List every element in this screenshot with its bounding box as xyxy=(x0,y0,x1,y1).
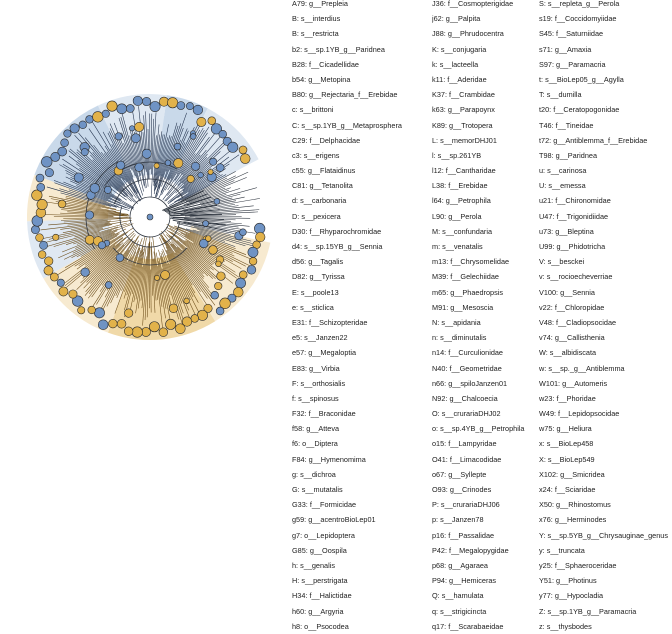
legend-entry: M: s__confundaria xyxy=(432,224,538,239)
node xyxy=(98,242,105,249)
legend-entry: M91: g__Mesoscia xyxy=(432,300,538,315)
node xyxy=(239,271,247,279)
legend-entry: p: s__Janzen78 xyxy=(432,512,538,527)
node xyxy=(174,143,181,150)
legend-entry: e57: g__Megaloptia xyxy=(292,345,430,360)
legend-entry: b2: s__sp.1YB_g__Paridnea xyxy=(292,42,430,57)
legend-entry: c3: s__erigens xyxy=(292,148,430,163)
node xyxy=(117,161,125,169)
legend-entry: H34: f__Halictidae xyxy=(292,588,430,603)
legend-entry: W49: f__Lepidopsocidae xyxy=(539,406,672,421)
node xyxy=(86,116,94,124)
legend-entry: L38: f__Erebidae xyxy=(432,178,538,193)
legend-entry: g7: o__Lepidoptera xyxy=(292,528,430,543)
legend-entry: A79: g__Prepleia xyxy=(292,0,430,11)
node xyxy=(36,234,44,242)
legend-entry: m: s__venatalis xyxy=(432,239,538,254)
node xyxy=(198,172,204,178)
node xyxy=(85,211,93,219)
legend-entry: k11: f__Aderidae xyxy=(432,72,538,87)
legend-entry: m65: g__Phaedropsis xyxy=(432,285,538,300)
legend-entry: h8: o__Psocodea xyxy=(292,619,430,634)
node xyxy=(98,320,108,330)
legend-entry: x: s__BioLep458 xyxy=(539,436,672,451)
legend-entry: Y51: g__Photinus xyxy=(539,573,672,588)
root-node xyxy=(147,214,153,220)
node xyxy=(64,130,72,138)
node xyxy=(174,158,183,167)
legend-entry: w75: g__Heliura xyxy=(539,421,672,436)
legend-entry: k: s__lacteella xyxy=(432,57,538,72)
legend-entry: y77: g__Hypocladia xyxy=(539,588,672,603)
legend-entry: y25: f__Sphaeroceridae xyxy=(539,558,672,573)
node xyxy=(133,96,142,105)
legend-entry: m13: f__Chrysomelidae xyxy=(432,254,538,269)
legend-entry: n: s__diminutalis xyxy=(432,330,538,345)
node xyxy=(124,309,132,317)
legend-entry: V48: f__Cladiopsocidae xyxy=(539,315,672,330)
node xyxy=(124,327,133,336)
node xyxy=(129,126,134,131)
node xyxy=(88,306,96,314)
node xyxy=(216,307,224,315)
legend-entry: o: s__sp.4YB_g__Petrophila xyxy=(432,421,538,436)
legend-entry: H: s__perstrigata xyxy=(292,573,430,588)
legend-entry: e: s__sticlica xyxy=(292,300,430,315)
legend-entry: B: s__interdius xyxy=(292,11,430,26)
node xyxy=(58,147,67,156)
legend-entry: q: s__strigicincta xyxy=(432,604,538,619)
node xyxy=(69,290,77,298)
node xyxy=(131,134,140,143)
node xyxy=(208,117,216,125)
legend-entry: w: s__sp._g__Antiblemma xyxy=(539,361,672,376)
legend-entry: d4: s__sp.15YB_g__Sennia xyxy=(292,239,430,254)
node xyxy=(59,287,68,296)
legend-entry: E83: g__Virbia xyxy=(292,361,430,376)
node xyxy=(184,298,190,304)
legend-entry: G: s__mutatalis xyxy=(292,482,430,497)
node xyxy=(109,319,118,328)
legend-entry: s19: f__Coccidomyiidae xyxy=(539,11,672,26)
legend-entry: U: s__emessa xyxy=(539,178,672,193)
node xyxy=(116,254,124,262)
node xyxy=(126,104,134,112)
legend-entry: P: s__crurariaDHJ06 xyxy=(432,497,538,512)
legend-entry: d: s__carbonaria xyxy=(292,193,430,208)
node xyxy=(44,266,53,275)
legend-entry: l64: g__Petrophila xyxy=(432,193,538,208)
legend-entry: V100: g__Sennia xyxy=(539,285,672,300)
legend-entry: E: s__poole13 xyxy=(292,285,430,300)
legend-entry: n66: g__spiloJanzen01 xyxy=(432,376,538,391)
legend-entry: X102: g__Smicridea xyxy=(539,467,672,482)
node xyxy=(167,98,177,108)
node xyxy=(135,122,144,131)
legend-entry: B28: f__Cicadellidae xyxy=(292,57,430,72)
legend-entry: f6: o__Diptera xyxy=(292,436,430,451)
legend-entry: o67: g__Syllepte xyxy=(432,467,538,482)
legend-entry: O41: f__Limacodidae xyxy=(432,452,538,467)
node xyxy=(175,324,185,334)
node xyxy=(187,175,194,182)
legend-entry: N: s__apidania xyxy=(432,315,538,330)
node xyxy=(39,241,47,249)
legend-entry: w23: f__Phoridae xyxy=(539,391,672,406)
node xyxy=(90,183,100,193)
legend-column-3 xyxy=(539,0,672,634)
legend-entry: F84: g__Hymenomima xyxy=(292,452,430,467)
legend-entry: X: s__BioLep549 xyxy=(539,452,672,467)
node xyxy=(169,304,178,313)
legend-entry: v74: g__Callisthenia xyxy=(539,330,672,345)
node xyxy=(216,164,224,172)
legend-entry: L: s__memorDHJ01 xyxy=(432,133,538,148)
legend-entry: q17: f__Scarabaeidae xyxy=(432,619,538,634)
node xyxy=(117,319,126,328)
cladogram xyxy=(0,0,290,480)
node xyxy=(41,157,52,168)
node xyxy=(37,183,45,191)
node xyxy=(61,139,69,147)
legend-entry: D82: g__Tyrissa xyxy=(292,269,430,284)
node xyxy=(78,307,85,314)
legend-entry: C: s__sp.1YB_g__Metaprosphera xyxy=(292,118,430,133)
node xyxy=(132,327,143,338)
legend-entry: S97: g__Paramacria xyxy=(539,57,672,72)
legend-entry: t72: g__Antiblemma_f__Erebidae xyxy=(539,133,672,148)
legend-entry: c: s__brittoni xyxy=(292,102,430,117)
legend-entry: x24: f__Sciaridae xyxy=(539,482,672,497)
node xyxy=(58,200,66,208)
node xyxy=(203,221,209,227)
legend-entry: n14: f__Curculionidae xyxy=(432,345,538,360)
node xyxy=(102,110,109,117)
node xyxy=(94,308,104,318)
legend-entry: F32: f__Braconidae xyxy=(292,406,430,421)
node xyxy=(142,149,151,158)
legend-entry: B80: g__Rejectaria_f__Erebidae xyxy=(292,87,430,102)
node xyxy=(104,186,111,193)
legend-entry: x76: g__Herminodes xyxy=(539,512,672,527)
node xyxy=(31,226,39,234)
node xyxy=(154,275,159,280)
node xyxy=(154,163,159,168)
node xyxy=(211,291,219,299)
node xyxy=(219,130,227,138)
node xyxy=(214,282,222,290)
legend-entry: K89: g__Trotopera xyxy=(432,118,538,133)
node xyxy=(38,251,46,259)
node xyxy=(159,97,168,106)
legend-entry: l12: f__Cantharidae xyxy=(432,163,538,178)
node xyxy=(228,142,238,152)
legend-entry: Y: s__sp.5YB_g__Chrysauginae_genus xyxy=(539,528,672,543)
node xyxy=(81,148,88,155)
legend-entry: t: s__BioLep05_g__Agylla xyxy=(539,72,672,87)
node xyxy=(247,265,256,274)
legend-entry: W101: g__Automeris xyxy=(539,376,672,391)
legend-entry: G33: f__Formicidae xyxy=(292,497,430,512)
node xyxy=(210,158,217,165)
legend-entry: S: s__repleta_g__Perola xyxy=(539,0,672,11)
legend-entry: e5: s__Janzen22 xyxy=(292,330,430,345)
legend-entry: k63: g__Parapoynx xyxy=(432,102,538,117)
node xyxy=(161,271,170,280)
legend-entry: K: s__conjugaria xyxy=(432,42,538,57)
legend-entry: S45: f__Saturniidae xyxy=(539,26,672,41)
node xyxy=(74,173,83,182)
node xyxy=(149,322,159,332)
node xyxy=(142,97,150,105)
node xyxy=(177,102,185,110)
legend-entry: D30: f__Rhyparochromidae xyxy=(292,224,430,239)
legend-entry: g: s__dichroa xyxy=(292,467,430,482)
legend-entry: J88: g__Phrudocentra xyxy=(432,26,538,41)
node xyxy=(208,169,213,174)
legend-entry: P42: f__Megalopygidae xyxy=(432,543,538,558)
legend-entry: t20: f__Ceratopogonidae xyxy=(539,102,672,117)
node xyxy=(197,117,206,126)
node xyxy=(217,272,226,281)
legend-entry: O: s__crurariaDHJ02 xyxy=(432,406,538,421)
legend-entry: z: s__thysbodes xyxy=(539,619,672,634)
node xyxy=(115,133,122,140)
legend-entry: p68: g__Agaraea xyxy=(432,558,538,573)
legend-entry: V: s__besckei xyxy=(539,254,672,269)
legend-entry: J36: f__Cosmopterigidae xyxy=(432,0,538,11)
node xyxy=(44,257,53,266)
legend-entry: T98: g__Paridnea xyxy=(539,148,672,163)
legend-entry: b54: g__Metopina xyxy=(292,72,430,87)
legend-entry: c55: g__Flataidinus xyxy=(292,163,430,178)
legend-entry: u73: g__Bleptina xyxy=(539,224,672,239)
legend-entry: h60: g__Argyria xyxy=(292,604,430,619)
legend-entry: N92: g__Chalcoecia xyxy=(432,391,538,406)
node xyxy=(81,268,90,277)
legend-entry: W: s__albidiscata xyxy=(539,345,672,360)
legend-entry: O93: g__Crinodes xyxy=(432,482,538,497)
node xyxy=(249,257,257,265)
legend-column-2 xyxy=(432,0,538,634)
legend-entry: s71: g__Amaxia xyxy=(539,42,672,57)
node xyxy=(159,328,168,337)
legend-entry: L90: g__Perola xyxy=(432,209,538,224)
legend-entry: f: s__spinosus xyxy=(292,391,430,406)
node xyxy=(85,235,94,244)
legend-entry: p16: f__Passalidae xyxy=(432,528,538,543)
node xyxy=(135,163,144,172)
node xyxy=(107,101,117,111)
legend-entry: u21: f__Chironomidae xyxy=(539,193,672,208)
node xyxy=(37,199,47,209)
legend-entry: y: s__truncata xyxy=(539,543,672,558)
legend-entry: v: s__rocioecheverriae xyxy=(539,269,672,284)
legend-entry: D: s__pexicera xyxy=(292,209,430,224)
node xyxy=(105,282,112,289)
node xyxy=(70,124,79,133)
legend-entry: K37: f__Crambidae xyxy=(432,87,538,102)
legend-entry: C81: g__Tetanolita xyxy=(292,178,430,193)
legend-entry: U47: f__Trigonidiidae xyxy=(539,209,672,224)
legend-entry: f58: g__Atteva xyxy=(292,421,430,436)
node xyxy=(79,121,87,129)
node xyxy=(193,105,203,115)
legend-entry: N40: f__Geometridae xyxy=(432,361,538,376)
node xyxy=(45,168,53,176)
legend-entry: P94: g__Hemiceras xyxy=(432,573,538,588)
node xyxy=(240,154,250,164)
legend-entry: X50: g__Rhinostomus xyxy=(539,497,672,512)
node xyxy=(53,234,59,240)
node xyxy=(239,146,247,154)
node xyxy=(205,236,211,242)
legend-entry: g59: g__acentroBioLep01 xyxy=(292,512,430,527)
legend-column-1 xyxy=(292,0,430,634)
legend-entry: G85: g__Oospila xyxy=(292,543,430,558)
node xyxy=(57,279,64,286)
node xyxy=(36,174,44,182)
legend-entry: j62: g__Palpita xyxy=(432,11,538,26)
node xyxy=(166,319,176,329)
node xyxy=(255,232,265,242)
node xyxy=(209,246,218,255)
legend-entry: Q: s__hamulata xyxy=(432,588,538,603)
legend-entry: B: s__restricta xyxy=(292,26,430,41)
node xyxy=(240,229,247,236)
legend-entry: u: s__carinosa xyxy=(539,163,672,178)
legend-entry: E31: f__Schizopteridae xyxy=(292,315,430,330)
legend-entry: M39: f__Gelechiidae xyxy=(432,269,538,284)
node xyxy=(248,247,258,257)
node xyxy=(93,112,104,123)
legend-entry: o15: f__Lampyridae xyxy=(432,436,538,451)
legend-entry: T: s__dumilla xyxy=(539,87,672,102)
legend-entry: F: s__orthosialis xyxy=(292,376,430,391)
node xyxy=(191,162,199,170)
node xyxy=(236,278,246,288)
node xyxy=(190,134,196,140)
legend-entry: T46: f__Tineidae xyxy=(539,118,672,133)
legend-entry: C29: f__Delphacidae xyxy=(292,133,430,148)
legend-entry: U99: g__Phidotricha xyxy=(539,239,672,254)
legend-entry: v22: f__Chloropidae xyxy=(539,300,672,315)
node xyxy=(216,261,222,267)
node xyxy=(165,160,171,166)
legend-entry: h: s__genalis xyxy=(292,558,430,573)
legend-entry: d56: g__Tagalis xyxy=(292,254,430,269)
legend-entry: l: s__sp.261YB xyxy=(432,148,538,163)
legend-entry: Z: s__sp.1YB_g__Paramacria xyxy=(539,604,672,619)
node xyxy=(150,101,160,111)
node xyxy=(117,104,127,114)
node xyxy=(186,102,193,109)
node xyxy=(214,198,220,204)
